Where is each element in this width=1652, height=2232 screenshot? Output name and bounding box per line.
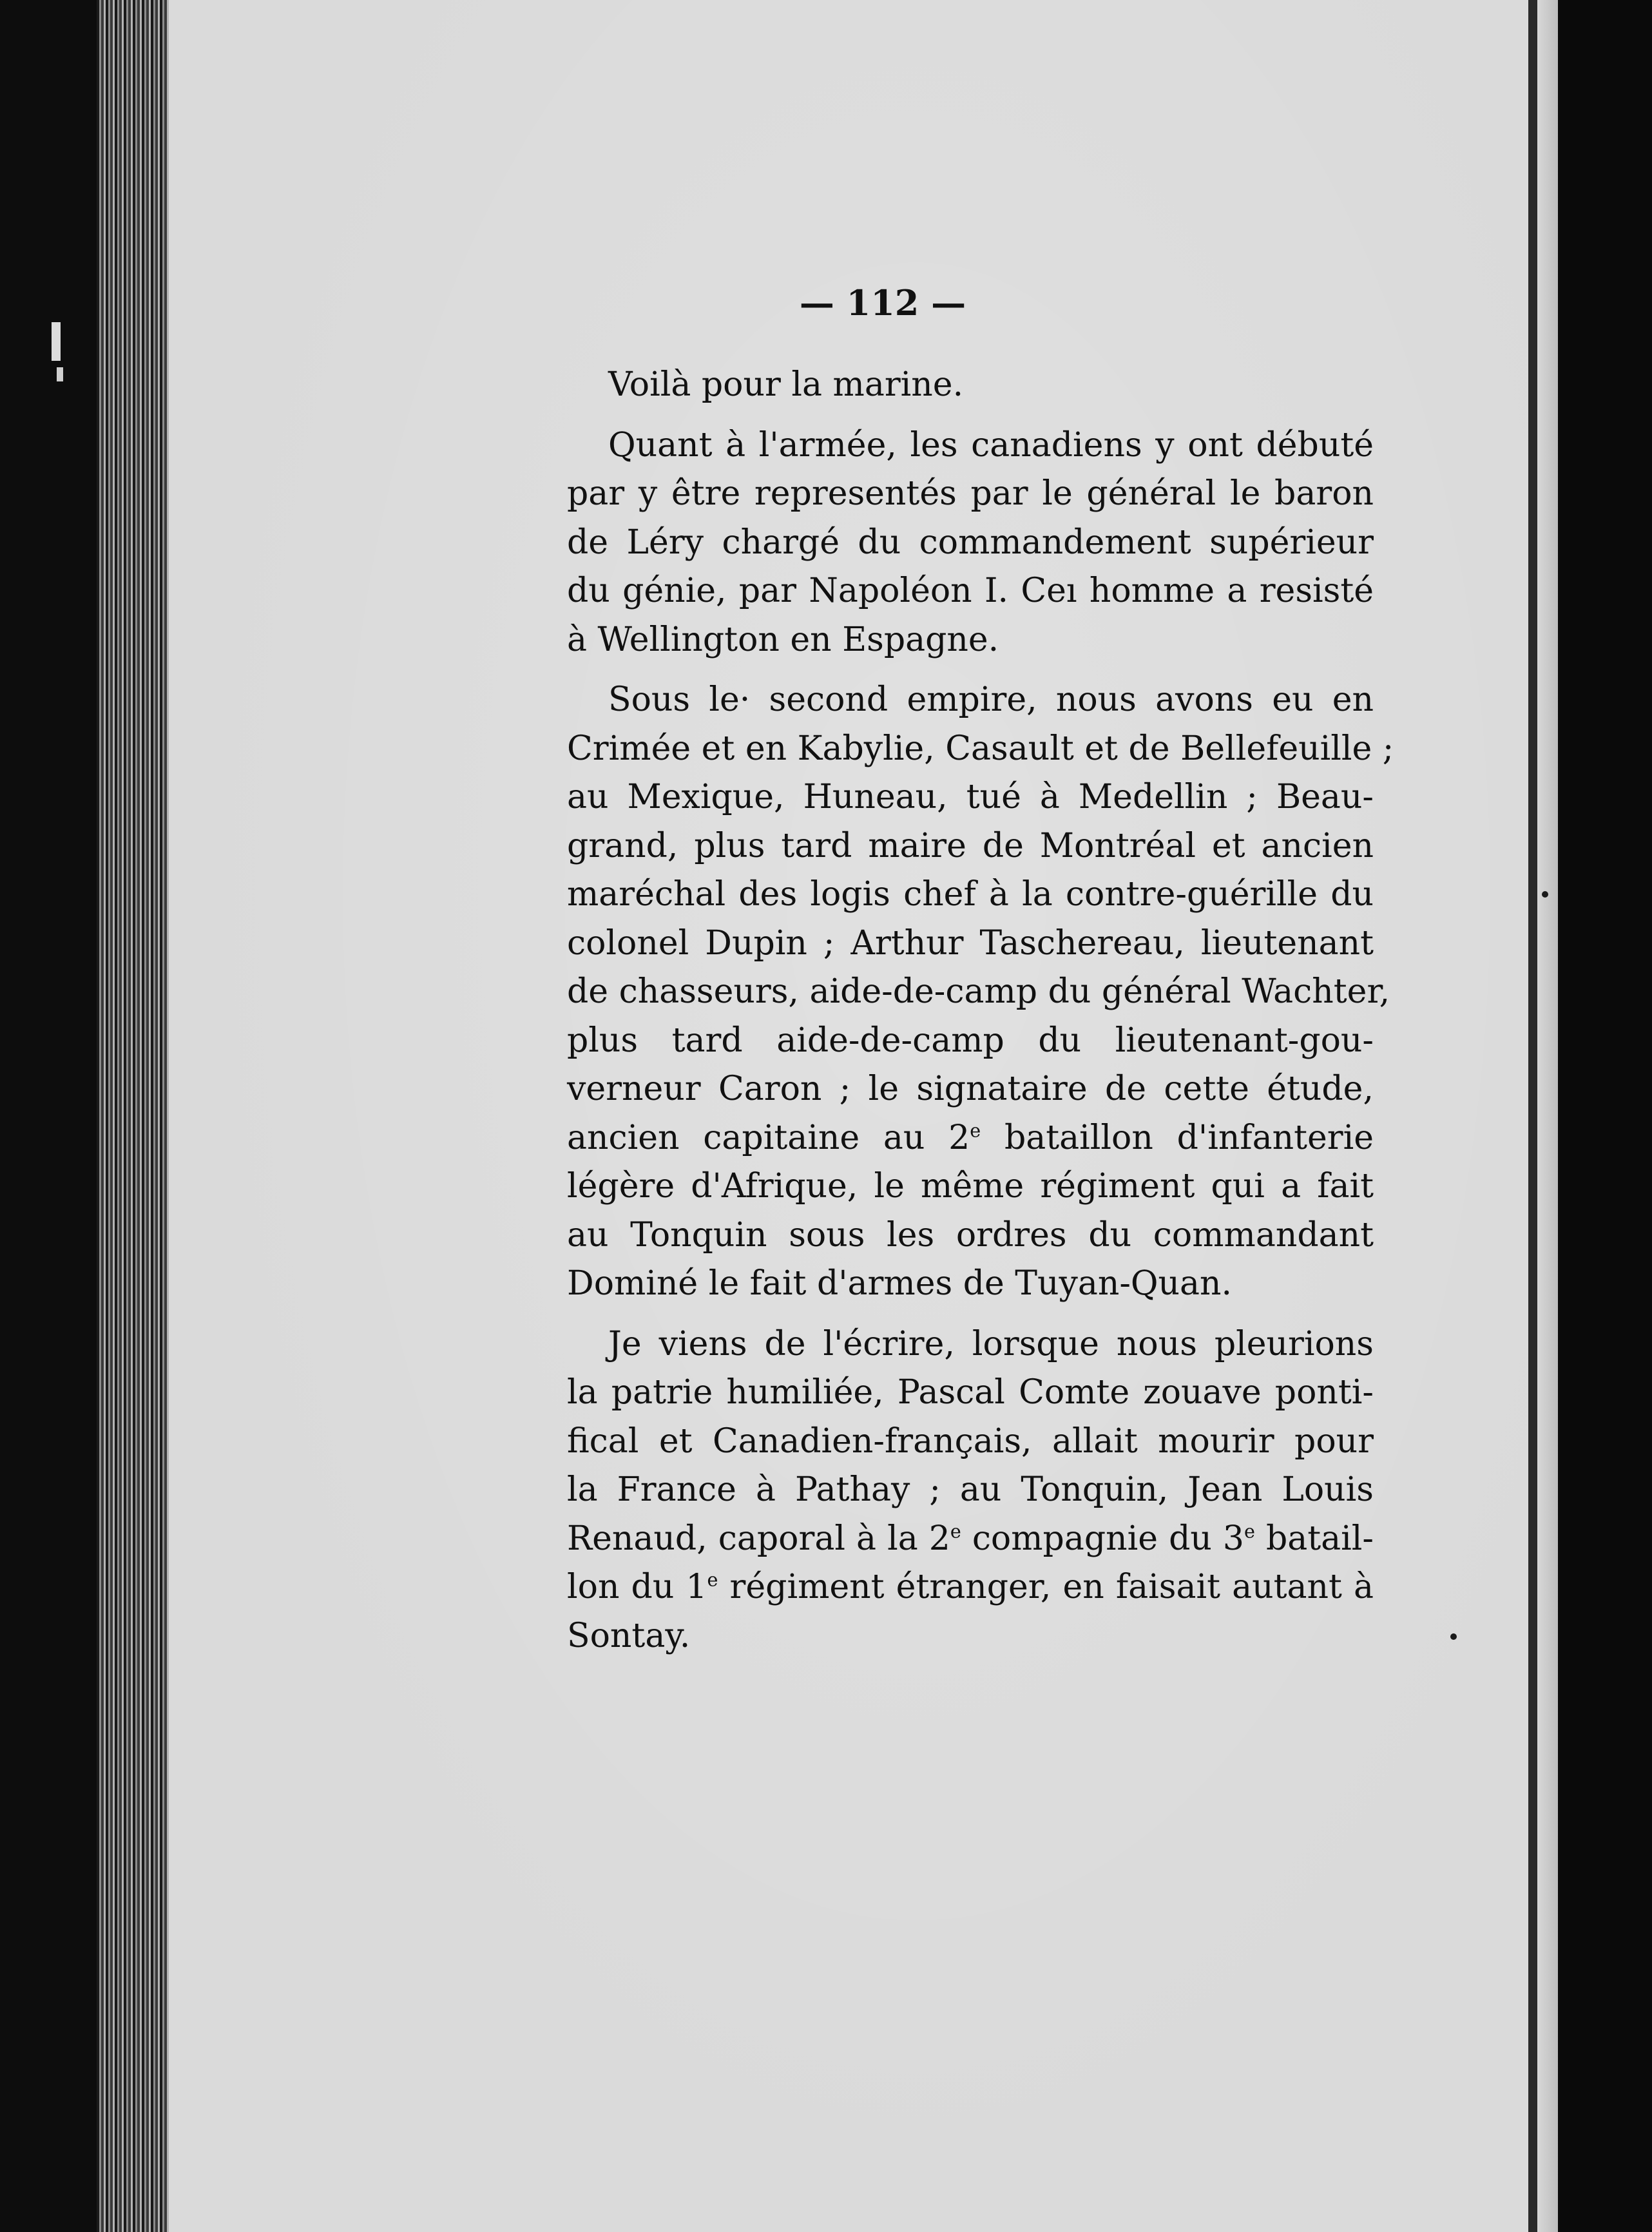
text-line: Sontay. [567, 1616, 691, 1655]
text-line [567, 1114, 1374, 1163]
superscript: e [707, 1568, 718, 1591]
paragraph-3 [567, 676, 1394, 1309]
text-line: Quant à l'armée, les canadiens y ont débuté [608, 425, 1374, 465]
superscript: e [1244, 1520, 1255, 1543]
paragraph-1 [567, 361, 1374, 410]
text-segment: ancien capitaine au 2 [567, 1118, 970, 1157]
text-line: légère d'Afrique, le même régiment qui a fait [567, 1167, 1374, 1206]
body-text [567, 361, 1394, 1672]
page-edges [97, 0, 174, 2232]
text-line: la France à Pathay ; au Tonquin, Jean Louis [567, 1470, 1374, 1509]
text-line [567, 1563, 1374, 1612]
text-line: grand, plus tard maire de Montréal et ancien [567, 826, 1374, 865]
right-fold [1528, 0, 1537, 2232]
text-line: maréchal des logis chef à la contre-guérille du [567, 875, 1374, 914]
text-line: fical et Canadien-français, allait mourir pour [567, 1421, 1374, 1461]
text-segment: bataillon d'infanterie [981, 1118, 1374, 1157]
page-number-text: — 112 — [799, 282, 966, 323]
text-line: de chasseurs, aide-de-camp du général Wachter, [567, 972, 1390, 1011]
text-segment: batail- [1254, 1519, 1374, 1558]
text-line: colonel Dupin ; Arthur Taschereau, lieutenant [567, 923, 1374, 963]
text-line: verneur Caron ; le signataire de cette étude, [567, 1070, 1374, 1108]
text-line: du génie, par Napoléon I. Ceı homme a resisté [567, 572, 1374, 610]
right-scan-border [1558, 0, 1652, 2232]
text-line: Crimée et en Kabylie, Casault et de Bellefeuille ; [567, 729, 1394, 768]
text-segment: compagnie du 3 [961, 1519, 1244, 1558]
paragraph-2 [567, 421, 1374, 665]
next-page-edge [1537, 0, 1558, 2232]
text-line: Sous le· second empire, nous avons eu en [608, 680, 1374, 719]
text-segment: lon du 1 [567, 1568, 707, 1606]
text-line: au Tonquin sous les ordres du commandant [567, 1215, 1374, 1255]
text-line: Voilà pour la marine. [608, 365, 964, 404]
text-line: plus tard aide-de-camp du lieutenant-gou- [567, 1021, 1374, 1060]
superscript: e [950, 1520, 961, 1543]
text-line: à Wellington en Espagne. [567, 620, 999, 659]
text-line: par y être representés par le général le baron [567, 474, 1374, 513]
text-line: de Léry chargé du commandement supérieur [567, 523, 1374, 562]
superscript: e [970, 1119, 981, 1142]
text-line: Dominé le fait d'armes de Tuyan-Quan. [567, 1264, 1233, 1303]
text-segment: Renaud, caporal à la 2 [567, 1519, 950, 1558]
text-line [567, 1515, 1374, 1564]
text-line: au Mexique, Huneau, tué à Medellin ; Beau- [567, 778, 1374, 816]
text-segment: régiment étranger, en faisait autant à [718, 1568, 1374, 1606]
paragraph-4 [567, 1320, 1374, 1661]
text-line: Je viens de l'écrire, lorsque nous pleurions [608, 1324, 1374, 1363]
text-line: la patrie humiliée, Pascal Comte zouave ponti- [567, 1373, 1374, 1412]
